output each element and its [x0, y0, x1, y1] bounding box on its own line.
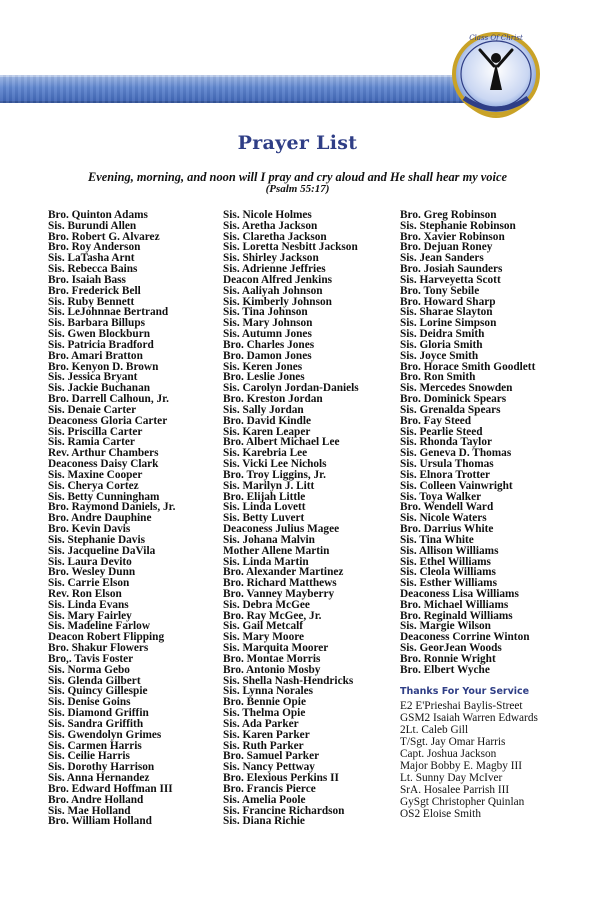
prayer-name: Sis. Jean Sanders	[400, 252, 484, 265]
prayer-name: Bro. Michael Williams	[400, 598, 509, 611]
prayer-name: Sis. Patricia Bradford	[48, 338, 154, 351]
prayer-name: Rev. Ron Elson	[48, 587, 122, 600]
prayer-name: Sis. Ceilie Harris	[48, 750, 130, 763]
service-member-name: Lt. Sunny Day McIver	[400, 771, 503, 784]
service-member-name: GySgt Christopher Quinlan	[400, 795, 525, 808]
prayer-name: Bro. William Holland	[48, 815, 152, 828]
prayer-name: Sis. Mary Moore	[223, 631, 305, 644]
prayer-name: Sis. Rebecca Bains	[48, 263, 138, 276]
prayer-name: Bro. Quinton Adams	[48, 209, 148, 221]
prayer-name: Sis. Mercedes Snowden	[400, 382, 513, 395]
prayer-name: Sis. Maxine Cooper	[48, 468, 143, 481]
service-heading: Thanks For Your Service	[400, 685, 530, 697]
prayer-name: Bro. Xavier Robinson	[400, 230, 505, 243]
prayer-name: Bro. Dominick Spears	[400, 393, 507, 406]
prayer-name: Sis. Carrie Elson	[48, 577, 130, 590]
prayer-name: Bro. Damon Jones	[223, 349, 312, 362]
prayer-name: Sis. Sharae Slayton	[400, 306, 493, 319]
prayer-name: Bro. Elexious Perkins II	[223, 772, 339, 785]
prayer-name: Sis. Grenalda Spears	[400, 403, 501, 416]
prayer-name: Sis. Ada Parker	[223, 717, 299, 730]
prayer-name: Bro. Bennie Opie	[223, 696, 306, 709]
prayer-name: Bro. Vanney Mayberry	[223, 587, 335, 600]
prayer-name: Sis. Barbara Billups	[48, 317, 145, 330]
prayer-name: Sis. Laura Devito	[48, 555, 132, 568]
prayer-column-2	[223, 210, 359, 827]
prayer-name: Bro. Albert Michael Lee	[223, 436, 340, 449]
prayer-name: Sis. Kimberly Johnson	[223, 295, 332, 308]
prayer-name: Bro. Edward Hoffman III	[48, 782, 173, 795]
prayer-name: Sis. Lynna Norales	[223, 685, 314, 698]
service-member-name: Capt. Joshua Jackson	[400, 747, 497, 760]
prayer-name: Bro. David Kindle	[223, 414, 311, 427]
prayer-name: Sis. Thelma Opie	[223, 707, 306, 720]
prayer-name: Sis. Jacqueline DaVila	[48, 544, 156, 557]
prayer-name: Sis. Karebria Lee	[223, 447, 308, 460]
prayer-name: Sis. Betty Cunningham	[48, 490, 160, 503]
prayer-name: Rev. Arthur Chambers	[48, 447, 159, 460]
prayer-name: Sis. Dorothy Harrison	[48, 761, 155, 774]
prayer-name: Bro. Elijah Little	[223, 490, 306, 503]
prayer-name: Sis. Nicole Holmes	[223, 209, 312, 221]
prayer-name: Sis. Toya Walker	[400, 490, 482, 503]
prayer-name: Sis. Gloria Smith	[400, 338, 483, 351]
prayer-name: Sis. LeJohnnae Bertrand	[48, 306, 169, 319]
prayer-name: Sis. Karen Leaper	[223, 425, 311, 438]
prayer-name: Bro. Reginald Williams	[400, 609, 513, 622]
prayer-name: Bro. Dejuan Roney	[400, 241, 493, 254]
prayer-name: Sis. Shella Nash-Hendricks	[223, 674, 354, 687]
prayer-name: Sis. Allison Williams	[400, 544, 499, 557]
prayer-name: Sis. Linda Martin	[223, 555, 309, 568]
prayer-name: Mother Allene Martin	[223, 544, 330, 557]
prayer-name: Sis. Claretha Jackson	[223, 230, 327, 243]
prayer-name: Sis. Quincy Gillespie	[48, 685, 148, 698]
prayer-name: Bro. Samuel Parker	[223, 750, 320, 763]
prayer-name: Bro. Ronnie Wright	[400, 652, 496, 665]
prayer-name: Bro. Richard Matthews	[223, 577, 337, 590]
page-title: Prayer List	[237, 132, 358, 154]
prayer-name: Sis. Loretta Nesbitt Jackson	[223, 241, 358, 254]
prayer-name: Sis. Gwendolyn Grimes	[48, 728, 162, 741]
prayer-column-3-names	[400, 210, 538, 676]
verse-text: Evening, morning, and noon will I pray and cry aloud and He shall hear my voice	[88, 170, 507, 184]
prayer-name: Bro. Amari Bratton	[48, 349, 143, 362]
prayer-name: Sis. Stephanie Davis	[48, 533, 145, 546]
prayer-name: Sis. Deidra Smith	[400, 328, 485, 341]
prayer-name: Sis. Diamond Griffin	[48, 707, 149, 720]
prayer-name: Bro. Kenyon D. Brown	[48, 360, 159, 373]
prayer-name: Sis. Ethel Williams	[400, 555, 491, 568]
prayer-name: Sis. Rhonda Taylor	[400, 436, 492, 449]
prayer-name: Bro. Wendell Ward	[400, 501, 494, 514]
prayer-name: Bro. Josiah Saunders	[400, 263, 503, 276]
prayer-name: Sis. Sandra Griffith	[48, 717, 144, 730]
prayer-name: Sis. Joyce Smith	[400, 349, 479, 362]
prayer-name: Sis. Johana Malvin	[223, 533, 315, 546]
prayer-name: Sis. Vicki Lee Nichols	[223, 458, 327, 471]
prayer-name: Sis. Shirley Jackson	[223, 252, 319, 265]
prayer-column-3	[400, 210, 538, 820]
verse-reference: (Psalm 55:17)	[265, 183, 330, 195]
service-member-name: OS2 Eloise Smith	[400, 807, 481, 820]
prayer-name: Bro. Fay Steed	[400, 414, 472, 427]
prayer-name: Sis. Carolyn Jordan-Daniels	[223, 382, 359, 395]
scripture-verse	[0, 171, 595, 195]
prayer-name: Bro. Darrell Calhoun, Jr.	[48, 393, 169, 406]
prayer-name: Bro. Andre Dauphine	[48, 512, 152, 525]
prayer-name: Deaconess Lisa Williams	[400, 587, 519, 600]
prayer-name: Sis. Aaliyah Johnson	[223, 284, 323, 297]
prayer-name: Bro. Raymond Daniels, Jr.	[48, 501, 176, 514]
prayer-name: Bro. Francis Pierce	[223, 782, 316, 795]
prayer-name: Sis. Mary Fairley	[48, 609, 132, 622]
service-member-name: GSM2 Isaiah Warren Edwards	[400, 711, 538, 724]
prayer-name: Sis. Nicole Waters	[400, 512, 487, 525]
prayer-name: Sis. Gwen Blockburn	[48, 328, 151, 341]
prayer-name: Sis. Jessica Bryant	[48, 371, 138, 384]
prayer-name: Sis. Elnora Trotter	[400, 468, 491, 481]
service-member-name: SrA. Hosalee Parrish III	[400, 783, 510, 796]
prayer-name: Sis. Burundi Allen	[48, 219, 137, 232]
prayer-column-1	[48, 210, 175, 827]
prayer-name: Sis. Gail Metcalf	[223, 620, 304, 633]
prayer-name: Sis. Cleola Williams	[400, 566, 496, 579]
prayer-name: Sis. Ramia Carter	[48, 436, 135, 449]
prayer-name: Sis. Carmen Harris	[48, 739, 142, 752]
prayer-name: Sis. Amelia Poole	[223, 793, 306, 806]
service-list	[400, 700, 538, 820]
prayer-name: Bro. Leslie Jones	[223, 371, 305, 384]
prayer-name: Sis. Esther Williams	[400, 577, 497, 590]
prayer-name: Deacon Robert Flipping	[48, 631, 165, 644]
prayer-name: Bro. Frederick Bell	[48, 284, 141, 297]
prayer-name: Bro,. Tavis Foster	[48, 652, 134, 665]
prayer-name: Sis. Norma Gebo	[48, 663, 130, 676]
prayer-name: Bro. Charles Jones	[223, 338, 315, 351]
prayer-name: Sis. Mary Johnson	[223, 317, 313, 330]
prayer-name: Bro. Elbert Wyche	[400, 663, 490, 676]
prayer-name: Sis. Colleen Vainwright	[400, 479, 513, 492]
prayer-name: Sis. Keren Jones	[223, 360, 303, 373]
prayer-name: Bro. Andre Holland	[48, 793, 144, 806]
prayer-name: Deaconess Corrine Winton	[400, 631, 530, 644]
prayer-name: Bro. Antonio Mosby	[223, 663, 321, 676]
prayer-name: Sis. Diana Richie	[223, 815, 305, 828]
logo-text: Class Of Christ	[469, 34, 523, 42]
prayer-name: Bro. Kreston Jordan	[223, 393, 323, 406]
prayer-name: Sis. Tina White	[400, 533, 474, 546]
prayer-name: Sis. Nancy Pettway	[223, 761, 315, 774]
service-member-name: 2Lt. Caleb Gill	[400, 723, 469, 736]
service-member-name: E2 E'Prieshai Baylis-Street	[400, 699, 523, 712]
prayer-name: Sis. Francine Richardson	[223, 804, 345, 817]
prayer-name: Bro. Ron Smith	[400, 371, 476, 384]
prayer-name: Sis. Ruby Bennett	[48, 295, 135, 308]
prayer-name: Sis. Aretha Jackson	[223, 219, 318, 232]
prayer-name: Bro. Isaiah Bass	[48, 273, 126, 286]
prayer-name: Sis. Mae Holland	[48, 804, 131, 817]
prayer-name: Sis. Autumn Jones	[223, 328, 312, 341]
prayer-name: Sis. LaTasha Arnt	[48, 252, 135, 265]
church-logo	[450, 28, 542, 128]
header-banner	[0, 75, 470, 103]
prayer-name: Sis. Priscilla Carter	[48, 425, 143, 438]
prayer-name: Sis. Tina Johnson	[223, 306, 308, 319]
prayer-name: Sis. Marilyn J. Litt	[223, 479, 315, 492]
prayer-name: Bro. Shakur Flowers	[48, 642, 149, 655]
prayer-name: Bro. Montae Morris	[223, 652, 321, 665]
prayer-name: Bro. Robert G. Alvarez	[48, 230, 160, 243]
prayer-name: Bro. Kevin Davis	[48, 523, 131, 536]
prayer-name: Sis. Geneva D. Thomas	[400, 447, 512, 460]
prayer-name: Sis. Pearlie Steed	[400, 425, 483, 438]
prayer-name: Sis. Linda Lovett	[223, 501, 306, 514]
prayer-name: Sis. Glenda Gilbert	[48, 674, 141, 687]
prayer-name: Sis. Madeline Farlow	[48, 620, 150, 633]
prayer-name: Sis. Ursula Thomas	[400, 458, 494, 471]
prayer-name: Deaconess Gloria Carter	[48, 414, 168, 427]
prayer-name: Sis. Karen Parker	[223, 728, 310, 741]
prayer-name: Sis. Lorine Simpson	[400, 317, 497, 330]
prayer-name: Bro. Greg Robinson	[400, 209, 497, 221]
prayer-name: Sis. Sally Jordan	[223, 403, 304, 416]
prayer-name: Sis. Betty Luvert	[223, 512, 305, 525]
service-member-name: Major Bobby E. Magby III	[400, 759, 523, 772]
prayer-name: Deaconess Daisy Clark	[48, 458, 159, 471]
prayer-name: Bro. Troy Liggins, Jr.	[223, 468, 326, 481]
prayer-name: Sis. Adrienne Jeffries	[223, 263, 326, 276]
prayer-name: Sis. GeorJean Woods	[400, 642, 502, 655]
prayer-name: Sis. Anna Hernandez	[48, 772, 150, 785]
prayer-name: Bro. Alexander Martinez	[223, 566, 344, 579]
prayer-name: Bro. Roy Anderson	[48, 241, 141, 254]
prayer-name: Sis. Stephanie Robinson	[400, 219, 516, 232]
prayer-name: Bro. Tony Sebile	[400, 284, 480, 297]
prayer-name: Sis. Denaie Carter	[48, 403, 137, 416]
prayer-name: Bro. Howard Sharp	[400, 295, 496, 308]
prayer-name: Sis. Jackie Buchanan	[48, 382, 151, 395]
prayer-name: Sis. Marquita Moorer	[223, 642, 329, 655]
prayer-name: Sis. Debra McGee	[223, 598, 310, 611]
prayer-name: Sis. Ruth Parker	[223, 739, 304, 752]
prayer-name: Deacon Alfred Jenkins	[223, 273, 333, 286]
prayer-name: Bro. Ray McGee, Jr.	[223, 609, 322, 622]
prayer-name: Bro. Horace Smith Goodlett	[400, 360, 536, 373]
service-member-name: T/Sgt. Jay Omar Harris	[400, 735, 506, 748]
prayer-name: Bro. Darrius White	[400, 523, 494, 536]
prayer-name: Sis. Margie Wilson	[400, 620, 491, 633]
prayer-name: Sis. Cherya Cortez	[48, 479, 139, 492]
prayer-name: Sis. Denise Goins	[48, 696, 131, 709]
prayer-name: Deaconess Julius Magee	[223, 523, 340, 536]
prayer-name: Sis. Harveyetta Scott	[400, 273, 501, 286]
prayer-name: Sis. Linda Evans	[48, 598, 129, 611]
prayer-name: Bro. Wesley Dunn	[48, 566, 136, 579]
